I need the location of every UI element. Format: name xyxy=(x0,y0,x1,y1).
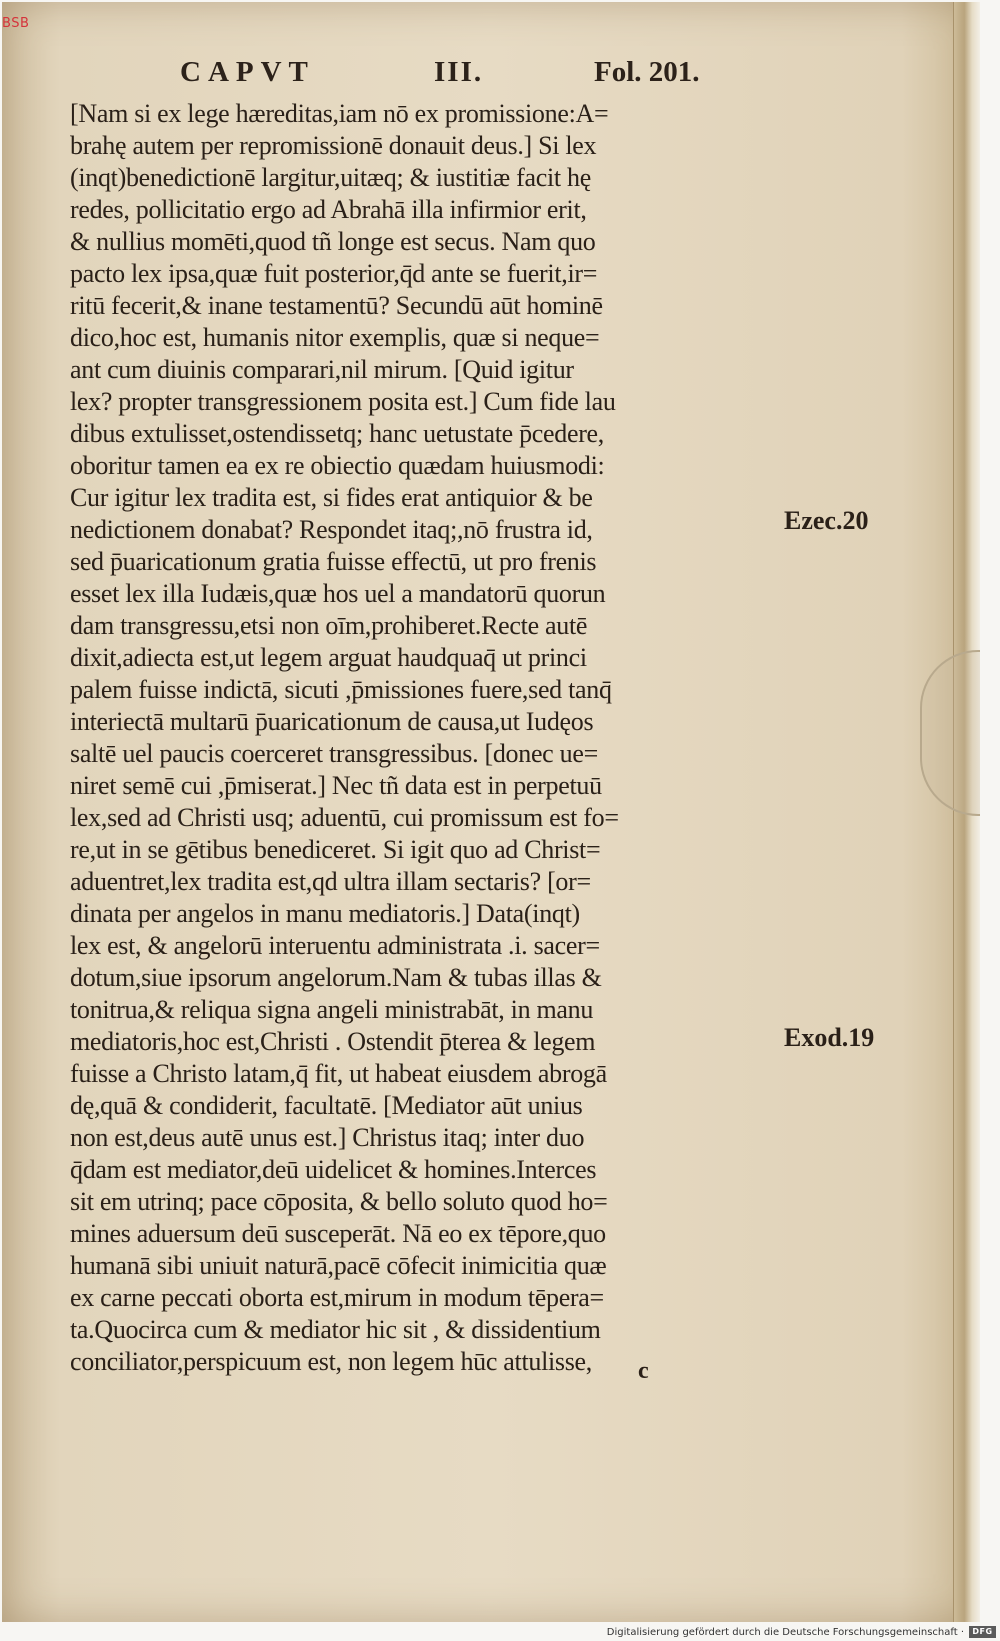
text-line: sit em utrinq; pace cōposita, & bello soluto quod ho= xyxy=(70,1187,608,1216)
text-line: dibus extulisset,ostendissetq; hanc uetustate p̄cedere, xyxy=(70,419,604,448)
text-line: mediatoris,hoc est,Christi . Ostendit p̄terea & legem xyxy=(70,1027,596,1056)
text-line: Cur igitur lex tradita est, si fides erat antiquior & be xyxy=(70,483,593,512)
text-line: lex est, & angelorū interuentu administrata .i. sacer= xyxy=(70,931,600,960)
text-line: fuisse a Christo latam,q̄ fit, ut habeat eiusdem abrogā xyxy=(70,1059,607,1088)
catchword: c xyxy=(638,1358,649,1384)
text-line: mines aduersum deū susceperāt. Nā eo ex tēpore,quo xyxy=(70,1219,606,1248)
text-line: interiectā multarū p̄uaricationum de causa,ut Iudęos xyxy=(70,707,594,736)
text-line: dam transgressu,etsi non oīm,prohiberet.Recte autē xyxy=(70,611,588,640)
text-line: brahę autem per repromissionē donauit deus.] Si lex xyxy=(70,131,597,160)
margin-note-exod: Exod.19 xyxy=(784,1023,875,1052)
book-page xyxy=(2,2,980,1622)
text-line: ritū fecerit,& inane testamentū? Secundū aūt hominē xyxy=(70,291,603,320)
text-line: [Nam si ex lege hæreditas,iam nō ex promissione:A= xyxy=(70,99,609,128)
running-head xyxy=(180,56,740,96)
text-line: ant cum diuinis comparari,nil mirum. [Quid igitur xyxy=(70,355,574,384)
margin-note-ezec: Ezec.20 xyxy=(784,506,869,535)
text-line: nedictionem donabat? Respondet itaq;,nō frustra id, xyxy=(70,515,593,544)
text-line: dotum,siue ipsorum angelorum.Nam & tubas illas & xyxy=(70,963,602,992)
folio-number: Fol. 201. xyxy=(594,56,700,88)
dfg-logo: DFG xyxy=(969,1626,996,1638)
text-line: dixit,adiecta est,ut legem arguat haudquaq̄ ut princi xyxy=(70,643,587,672)
chapter-number: III. xyxy=(434,56,484,88)
text-line: niret semē cui ,p̄miserat.] Nec tñ data est in perpetuū xyxy=(70,771,602,800)
text-line: non est,deus autē unus est.] Christus itaq; inter duo xyxy=(70,1123,585,1152)
text-line: oboritur tamen ea ex re obiectio quædam huiusmodi: xyxy=(70,451,605,480)
text-line: pacto lex ipsa,quæ fuit posterior,q̄d ante se fuerit,ir= xyxy=(70,259,598,288)
text-line: dę,quā & condiderit, facultatē. [Mediator aūt unius xyxy=(70,1091,583,1120)
text-line: esset lex illa Iudæis,quæ hos uel a mandatorū quorun xyxy=(70,579,606,608)
text-line: ta.Quocirca cum & mediator hic sit , & dissidentium xyxy=(70,1315,601,1344)
text-line: lex,sed ad Christi usq; aduentū, cui promissum est fo= xyxy=(70,803,619,832)
text-line: aduentret,lex tradita est,qd ultra illam sectaris? [or= xyxy=(70,867,591,896)
text-block xyxy=(70,98,790,1378)
text-line: ex carne peccati oborta est,mirum in modum tēpera= xyxy=(70,1283,604,1312)
library-mark: BSB xyxy=(2,16,30,31)
text-line: & nullius momēti,quod tñ longe est secus. Nam quo xyxy=(70,227,596,256)
text-line: redes, pollicitatio ergo ad Abrahā illa infirmior erit, xyxy=(70,195,587,224)
text-line: dico,hoc est, humanis nitor exemplis, quæ si neque= xyxy=(70,323,600,352)
text-line: palem fuisse indictā, sicuti ,p̄missiones fuere,sed tanq̄ xyxy=(70,675,612,704)
text-line: humanā sibi uniuit naturā,pacē cōfecit inimicitia quæ xyxy=(70,1251,607,1280)
chapter-heading: CAPVT xyxy=(180,56,315,88)
page-tab-mark xyxy=(920,650,980,816)
text-line: re,ut in se gētibus benediceret. Si igit quo ad Christ= xyxy=(70,835,601,864)
text-line: lex? propter transgressionem posita est.] Cum fide lau xyxy=(70,387,616,416)
text-line: dinata per angelos in manu mediatoris.] Data(inqt) xyxy=(70,899,580,928)
text-line: saltē uel paucis coerceret transgressibus. [donec ue= xyxy=(70,739,598,768)
text-line: tonitrua,& reliqua signa angeli ministrabāt, in manu xyxy=(70,995,594,1024)
text-line: q̄dam est mediator,deū uidelicet & homines.Interces xyxy=(70,1155,597,1184)
text-line: (inqt)benedictionē largitur,uitæq; & iustitiæ facit hę xyxy=(70,163,591,192)
funding-credit: Digitalisierung gefördert durch die Deutsche Forschungsgemeinschaft · xyxy=(606,1627,964,1638)
text-line: sed p̄uaricationum gratia fuisse effectū, ut pro frenis xyxy=(70,547,597,576)
footer-bar xyxy=(0,1622,1000,1641)
text-line: conciliator,perspicuum est, non legem hūc attulisse, xyxy=(70,1347,592,1376)
